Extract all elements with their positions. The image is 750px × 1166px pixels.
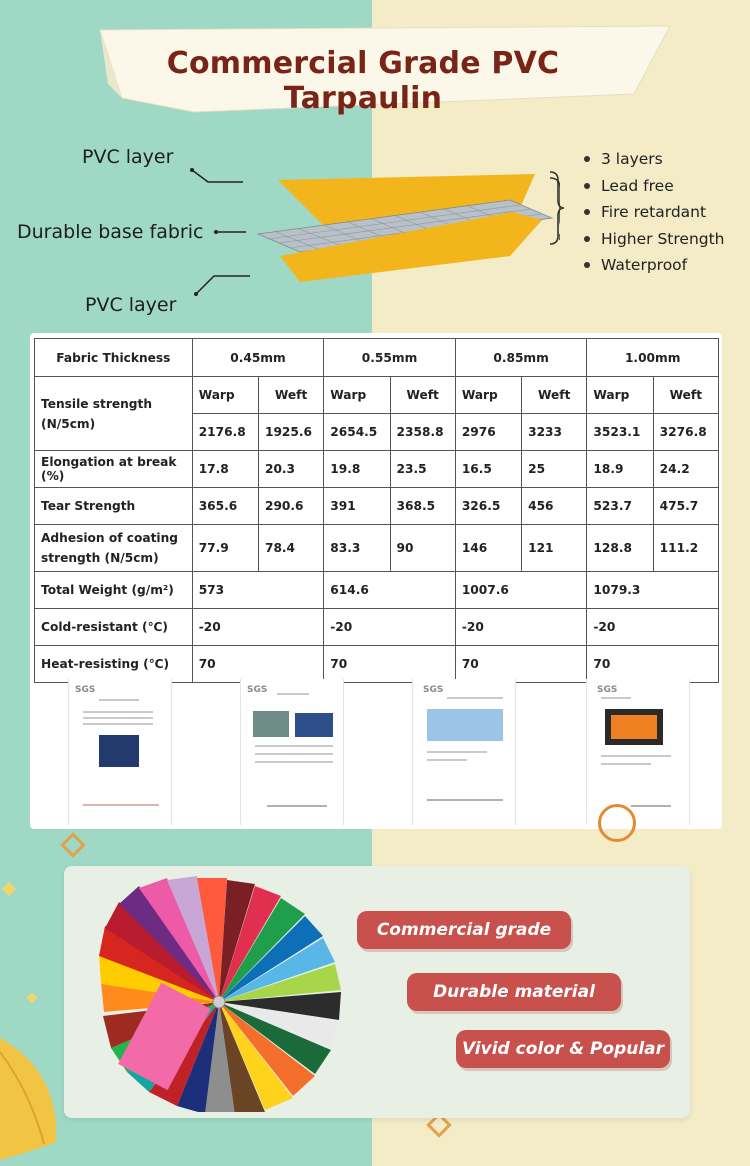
benefits-card <box>64 866 690 1118</box>
table-cell: 70 <box>587 646 719 683</box>
table-cell: 3233 <box>522 414 587 451</box>
table-row <box>35 377 719 414</box>
table-cell: 475.7 <box>653 488 718 525</box>
table-cell: 1007.6 <box>455 572 587 609</box>
table-cell: Weft <box>653 377 718 414</box>
table-cell: 70 <box>324 646 456 683</box>
table-cell: 290.6 <box>258 488 323 525</box>
table-cell: 128.8 <box>587 525 653 572</box>
row-label: Total Weight (g/m²) <box>35 572 193 609</box>
table-header-row <box>35 339 719 377</box>
header-cell: Fabric Thickness <box>35 339 193 377</box>
row-label: Heat-resisting (℃) <box>35 646 193 683</box>
spec-table <box>34 338 719 683</box>
table-cell: -20 <box>192 609 324 646</box>
table-cell: 2976 <box>455 414 521 451</box>
highlight-circle <box>598 804 636 842</box>
bottom-pvc-layer-label: PVC layer <box>85 294 177 316</box>
table-row <box>35 525 719 572</box>
table-cell: 78.4 <box>258 525 323 572</box>
feature-item: Fire retardant <box>584 199 725 226</box>
table-cell: 523.7 <box>587 488 653 525</box>
leaf-icon <box>0 1032 70 1166</box>
sample-photo <box>295 713 333 737</box>
table-cell: 77.9 <box>192 525 258 572</box>
table-cell: 614.6 <box>324 572 456 609</box>
row-label: Tear Strength <box>35 488 193 525</box>
benefit-durable-material: Durable material <box>407 973 621 1011</box>
sample-photo <box>253 711 289 737</box>
table-cell: 83.3 <box>324 525 390 572</box>
table-cell: 70 <box>455 646 587 683</box>
table-cell: 23.5 <box>390 451 455 488</box>
header-cell: 0.45mm <box>192 339 324 377</box>
benefit-commercial-grade: Commercial grade <box>357 911 571 949</box>
header-cell: 0.85mm <box>455 339 587 377</box>
table-cell: Weft <box>258 377 323 414</box>
title-banner <box>94 24 670 116</box>
table-row <box>35 488 719 525</box>
test-report-1[interactable]: SGS <box>68 679 172 825</box>
table-row <box>35 646 719 683</box>
row-label: Adhesion of coating strength (N/5cm) <box>35 525 193 572</box>
table-cell: 90 <box>390 525 455 572</box>
sample-photo <box>605 709 663 745</box>
feature-brace <box>546 170 566 246</box>
table-cell: Warp <box>324 377 390 414</box>
test-report-4[interactable]: SGS <box>586 679 690 825</box>
row-label: Cold-resistant (℃) <box>35 609 193 646</box>
benefit-vivid-color: Vivid color & Popular <box>456 1030 670 1068</box>
table-cell: 326.5 <box>455 488 521 525</box>
table-cell: 1925.6 <box>258 414 323 451</box>
table-cell: 456 <box>522 488 587 525</box>
table-cell: 146 <box>455 525 521 572</box>
table-cell: 368.5 <box>390 488 455 525</box>
table-cell: 19.8 <box>324 451 390 488</box>
table-cell: Weft <box>390 377 455 414</box>
table-cell: 17.8 <box>192 451 258 488</box>
table-cell: Weft <box>522 377 587 414</box>
table-cell: 365.6 <box>192 488 258 525</box>
table-cell: 573 <box>192 572 324 609</box>
table-cell: -20 <box>455 609 587 646</box>
table-cell: 1079.3 <box>587 572 719 609</box>
base-fabric-label: Durable base fabric <box>17 221 204 243</box>
table-cell: 20.3 <box>258 451 323 488</box>
header-cell: 0.55mm <box>324 339 456 377</box>
table-cell: 2176.8 <box>192 414 258 451</box>
table-cell: 2654.5 <box>324 414 390 451</box>
top-pvc-layer-label: PVC layer <box>82 146 174 168</box>
layer-diagram <box>180 160 560 300</box>
table-cell: 121 <box>522 525 587 572</box>
table-cell: 70 <box>192 646 324 683</box>
sample-photo <box>99 735 139 767</box>
table-cell: 18.9 <box>587 451 653 488</box>
table-cell: 24.2 <box>653 451 718 488</box>
table-cell: Warp <box>192 377 258 414</box>
table-cell: 16.5 <box>455 451 521 488</box>
feature-item: 3 layers <box>584 146 725 173</box>
table-cell: 25 <box>522 451 587 488</box>
feature-item: Higher Strength <box>584 226 725 253</box>
table-cell: 3276.8 <box>653 414 718 451</box>
table-cell: -20 <box>324 609 456 646</box>
feature-list <box>584 146 725 279</box>
table-cell: Warp <box>587 377 653 414</box>
table-row <box>35 609 719 646</box>
row-label: Tensile strength (N/5cm) <box>35 377 193 451</box>
table-row <box>35 451 719 488</box>
table-cell: 391 <box>324 488 390 525</box>
table-cell: Warp <box>455 377 521 414</box>
table-cell: 2358.8 <box>390 414 455 451</box>
feature-item: Waterproof <box>584 252 725 279</box>
header-cell: 1.00mm <box>587 339 719 377</box>
sample-photo <box>427 709 503 741</box>
test-report-2[interactable]: SGS <box>240 679 344 825</box>
table-row <box>35 572 719 609</box>
test-report-3[interactable]: SGS <box>412 679 516 825</box>
table-cell: 3523.1 <box>587 414 653 451</box>
row-label: Elongation at break (%) <box>35 451 193 488</box>
color-swatch-fan <box>84 872 374 1112</box>
table-cell: 111.2 <box>653 525 718 572</box>
feature-item: Lead free <box>584 173 725 200</box>
table-cell: -20 <box>587 609 719 646</box>
page-title: Commercial Grade PVC Tarpaulin <box>166 46 560 116</box>
spec-table-card <box>30 333 722 829</box>
